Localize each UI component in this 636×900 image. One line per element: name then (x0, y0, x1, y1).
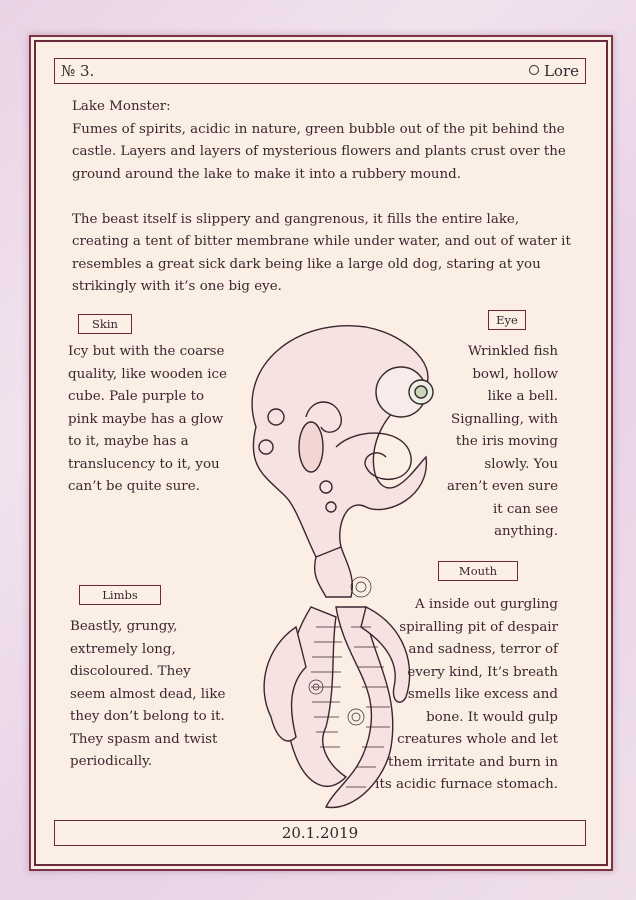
intro-paragraph-2: The beast itself is slippery and gangrenous, it fills the entire lake, creating a tent of bitter membrane while under water, and out of water it resembles a great sick dark being like a large old dog, staring at you strikingly with it’s one big eye. (72, 211, 571, 294)
limbs-label: Limbs (79, 585, 161, 605)
intro-paragraph-1: Fumes of spirits, acidic in nature, green bubble out of the pit behind the castle. Layers and layers of mysterious flowers and plants crust over the ground around the lake to make it into a rubbery mound. (72, 121, 566, 182)
eye-text: Wrinkled fish bowl, hollow like a bell. Signalling, with the iris moving slowly. You aren’t even sure it can see anything. (447, 344, 558, 539)
circle-icon (529, 65, 539, 75)
category-text: Lore (543, 62, 579, 80)
mouth-text: A inside out gurgling spiralling pit of despair and sadness, terror of every kind, It’s breath smells like excess and bone. It would gulp creatures whole and let them irritate and burn in its acidic furnace stomach. (375, 597, 558, 792)
eye-label: Eye (488, 310, 526, 330)
footer-bar (54, 820, 586, 846)
header-bar (54, 58, 586, 84)
mouth-label: Mouth (438, 561, 518, 581)
intro-title: Lake Monster: (72, 99, 171, 114)
lore-page (34, 40, 608, 866)
entry-number: № 3. (61, 62, 95, 80)
limbs-text: Beastly, grungy, extremely long, discoloured. They seem almost dead, like they don’t belong to it. They spasm and twist periodically. (70, 619, 226, 769)
category-label (529, 62, 579, 80)
skin-label: Skin (78, 314, 132, 334)
entry-date: 20.1.2019 (281, 824, 359, 842)
skin-text: Icy but with the coarse quality, like wooden ice cube. Pale purple to pink maybe has a glow to it, maybe has a translucency to it, you can’t be quite sure. (68, 344, 227, 494)
intro-text (72, 96, 572, 299)
